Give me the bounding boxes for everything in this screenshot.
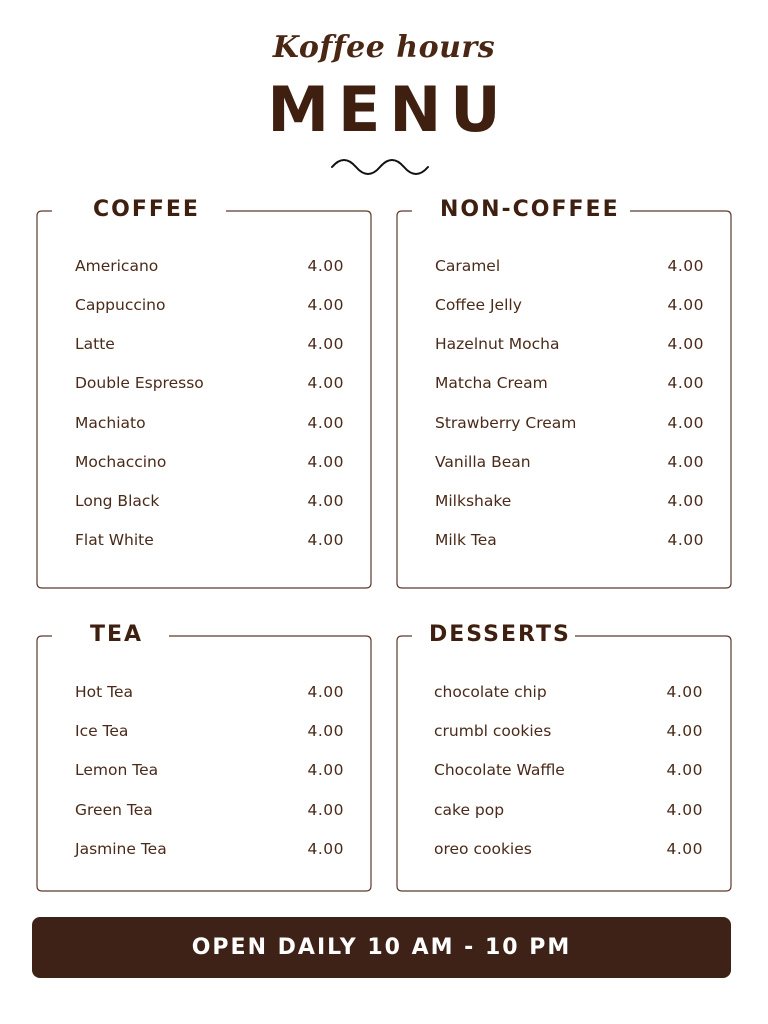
item-price: 4.00 <box>666 683 703 701</box>
item-name: Vanilla Bean <box>435 453 531 471</box>
menu-item <box>434 798 703 822</box>
item-name: Americano <box>75 257 159 275</box>
section-title-non-coffee: NON-COFFEE <box>440 197 620 222</box>
section-title-tea: TEA <box>90 622 144 647</box>
item-price: 4.00 <box>307 722 344 740</box>
item-price: 4.00 <box>307 761 344 779</box>
item-price: 4.00 <box>666 840 703 858</box>
opening-hours-text: OPEN DAILY 10 AM - 10 PM <box>191 935 572 960</box>
menu-item <box>434 758 703 782</box>
item-price: 4.00 <box>307 492 344 510</box>
item-price: 4.00 <box>307 531 344 549</box>
menu-item <box>75 719 344 743</box>
squiggle-divider-icon <box>330 155 434 175</box>
item-name: Chocolate Waffle <box>434 761 565 779</box>
item-price: 4.00 <box>667 296 704 314</box>
item-price: 4.00 <box>307 374 344 392</box>
item-name: chocolate chip <box>434 683 547 701</box>
menu-item <box>75 528 344 552</box>
item-name: Mochaccino <box>75 453 167 471</box>
menu-item <box>75 680 344 704</box>
item-price: 4.00 <box>307 801 344 819</box>
item-price: 4.00 <box>307 414 344 432</box>
menu-item <box>75 371 344 395</box>
menu-item <box>435 254 704 278</box>
menu-item <box>435 528 704 552</box>
item-name: Lemon Tea <box>75 761 159 779</box>
item-name: Cappuccino <box>75 296 166 314</box>
section-title-desserts: DESSERTS <box>429 622 571 647</box>
item-price: 4.00 <box>667 492 704 510</box>
item-name: Flat White <box>75 531 154 549</box>
menu-item <box>435 489 704 513</box>
menu-item <box>435 411 704 435</box>
item-name: Ice Tea <box>75 722 129 740</box>
item-price: 4.00 <box>666 801 703 819</box>
item-name: Double Espresso <box>75 374 204 392</box>
section-desserts <box>396 621 732 892</box>
item-price: 4.00 <box>667 374 704 392</box>
menu-item <box>434 680 703 704</box>
item-price: 4.00 <box>307 335 344 353</box>
item-name: Long Black <box>75 492 160 510</box>
menu-item <box>435 293 704 317</box>
section-non-coffee <box>396 196 732 589</box>
item-name: Matcha Cream <box>435 374 548 392</box>
menu-item <box>434 719 703 743</box>
section-title-coffee: COFFEE <box>93 197 200 222</box>
item-name: oreo cookies <box>434 840 532 858</box>
menu-item <box>75 411 344 435</box>
menu-item <box>435 332 704 356</box>
item-name: Latte <box>75 335 115 353</box>
item-price: 4.00 <box>667 335 704 353</box>
menu-item <box>435 371 704 395</box>
menu-item <box>75 293 344 317</box>
item-price: 4.00 <box>666 761 703 779</box>
item-name: crumbl cookies <box>434 722 552 740</box>
item-price: 4.00 <box>307 683 344 701</box>
menu-item <box>75 837 344 861</box>
brand-name: Koffee hours <box>272 30 496 65</box>
menu-item <box>434 837 703 861</box>
item-price: 4.00 <box>307 296 344 314</box>
item-price: 4.00 <box>307 257 344 275</box>
item-name: Jasmine Tea <box>75 840 167 858</box>
menu-item <box>435 450 704 474</box>
item-price: 4.00 <box>307 453 344 471</box>
section-coffee <box>36 196 372 589</box>
item-name: cake pop <box>434 801 505 819</box>
opening-hours-banner <box>32 917 731 978</box>
item-name: Milkshake <box>435 492 512 510</box>
item-name: Strawberry Cream <box>435 414 577 432</box>
item-name: Caramel <box>435 257 501 275</box>
item-price: 4.00 <box>667 453 704 471</box>
page-title: MENU <box>267 73 510 146</box>
item-price: 4.00 <box>307 840 344 858</box>
section-tea <box>36 621 372 892</box>
item-name: Hazelnut Mocha <box>435 335 560 353</box>
item-price: 4.00 <box>666 722 703 740</box>
menu-item <box>75 332 344 356</box>
menu-item <box>75 798 344 822</box>
item-price: 4.00 <box>667 414 704 432</box>
menu-item <box>75 758 344 782</box>
item-name: Milk Tea <box>435 531 497 549</box>
item-name: Green Tea <box>75 801 153 819</box>
item-name: Hot Tea <box>75 683 134 701</box>
item-price: 4.00 <box>667 257 704 275</box>
menu-item <box>75 254 344 278</box>
item-price: 4.00 <box>667 531 704 549</box>
item-name: Machiato <box>75 414 146 432</box>
item-name: Coffee Jelly <box>435 296 522 314</box>
menu-item <box>75 450 344 474</box>
menu-item <box>75 489 344 513</box>
